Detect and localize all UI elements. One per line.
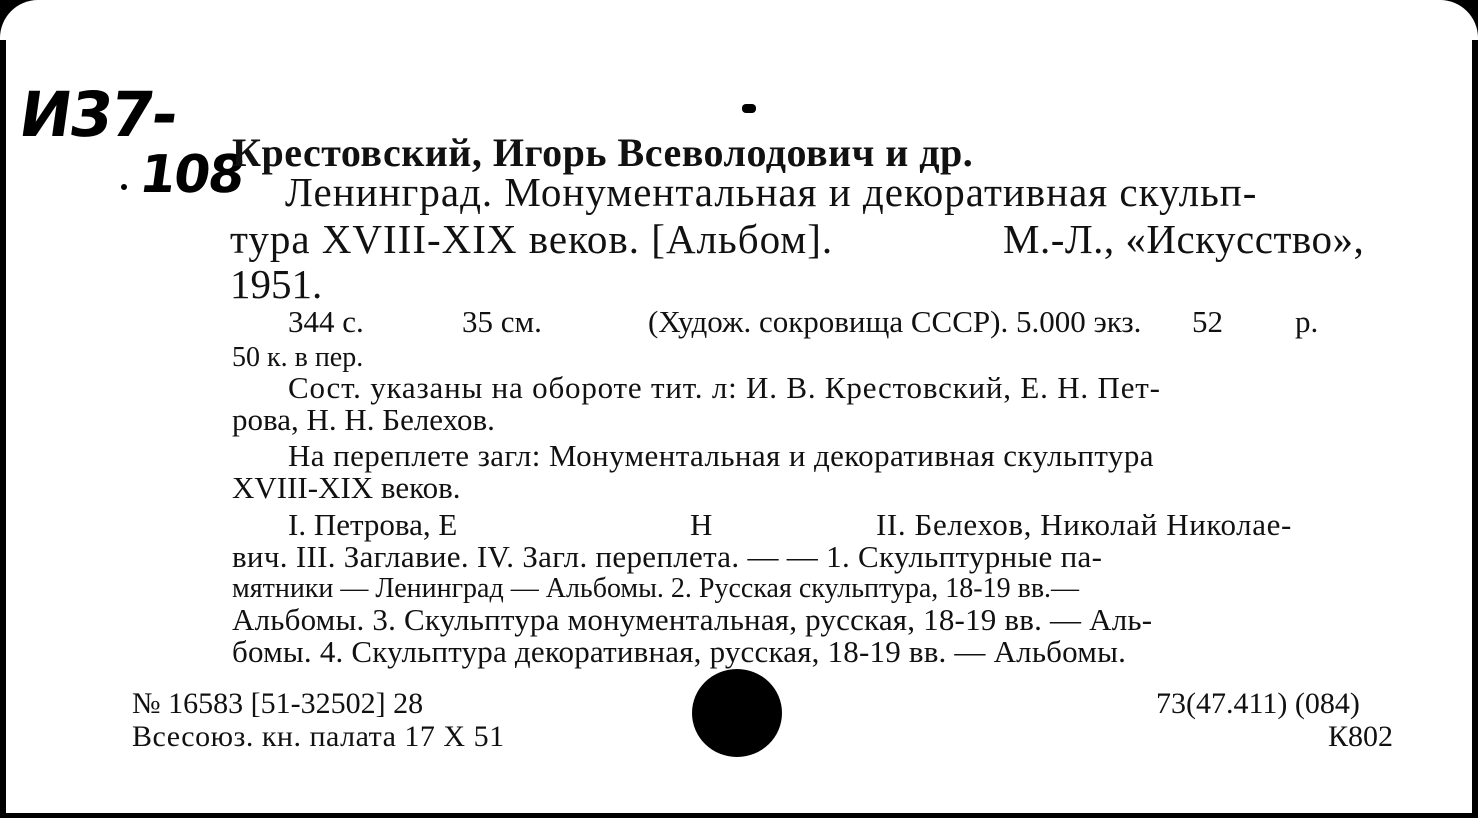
tracing-line1-part-c: II. Белехов, Николай Николае-: [876, 507, 1292, 542]
tracing-line2: вич. III. Заглавие. IV. Загл. переплета. — — 1. Скульптурные па-: [232, 539, 1103, 574]
author-mark: К802: [1328, 720, 1394, 753]
publisher: М.-Л., «Искусство»,: [1003, 216, 1365, 262]
publication-year: 1951.: [230, 261, 323, 307]
price-line-2: 50 к. в пер.: [232, 342, 364, 373]
card-edge-right: [1472, 40, 1478, 818]
classification-code: 73(47.411) (084): [1156, 687, 1360, 720]
handwritten-call-number-line1: И37-: [14, 78, 182, 151]
title-line-2: тура XVIII-XIX веков. [Альбом].: [230, 216, 834, 262]
series-and-print-run: (Худож. сокровища СССР). 5.000 экз.: [648, 304, 1142, 339]
title-line-1: Ленинград. Монументальная и декоративная скульп-: [285, 169, 1258, 215]
punch-hole: [692, 669, 782, 757]
book-chamber-line: Всесоюз. кн. палата 17 X 51: [132, 720, 505, 753]
price-rubles: 52: [1192, 304, 1223, 339]
tracing-line3: мятники — Ленинград — Альбомы. 2. Русская скульптура, 18-19 вв.—: [232, 573, 1080, 604]
tracing-line1-part-b: Н: [690, 507, 713, 542]
price-rubles-abbr: р.: [1295, 304, 1319, 339]
author-heading: Крестовский, Игорь Всеволодович и др.: [232, 130, 974, 175]
handwritten-call-number-line2: 108: [135, 145, 247, 205]
card-number: № 16583 [51-32502] 28: [132, 687, 424, 720]
binding-title-line2: XVIII-XIX веков.: [232, 470, 461, 505]
compilers-note-line1: Сост. указаны на обороте тит. л: И. В. Крестовский, Е. Н. Пет-: [288, 370, 1161, 405]
ink-dot: [121, 184, 127, 190]
card-edge-bottom: [0, 813, 1478, 818]
tracing-line4: Альбомы. 3. Скульптура монументальная, русская, 18-19 вв. — Аль-: [232, 602, 1153, 637]
compilers-note-line2: рова, Н. Н. Белехов.: [232, 402, 495, 437]
binding-title-line1: На переплете загл: Монументальная и декоративная скульптура: [288, 438, 1154, 473]
card-edge-left: [0, 40, 6, 818]
tracing-line5: бомы. 4. Скульптура декоративная, русская, 18-19 вв. — Альбомы.: [232, 634, 1127, 669]
book-size: 35 см.: [462, 304, 542, 339]
ink-mark: [742, 104, 756, 113]
tracing-line1-part-a: I. Петрова, Е: [288, 507, 458, 542]
page-count: 344 с.: [288, 304, 364, 339]
